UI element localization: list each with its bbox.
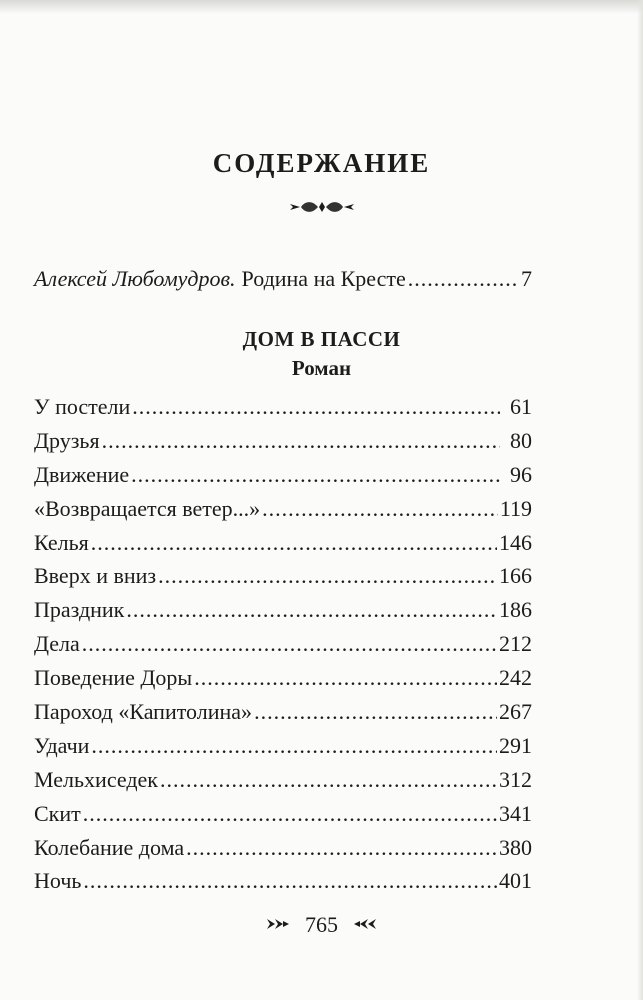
dot-leader [160,767,497,793]
dot-leader [91,530,497,556]
toc-entry[interactable] [34,428,532,462]
toc-entry-title: «Возвращается ветер...» [34,495,261,521]
toc-entry-page: 80 [510,427,532,453]
toc-entry-page: 267 [499,699,532,725]
dot-leader [82,631,497,657]
toc-entry-title: Мельхиседек [34,766,158,792]
dot-leader [254,699,497,725]
toc-entry[interactable] [34,394,532,428]
toc-entry[interactable] [34,563,532,597]
toc-entry-title: У постели [34,394,131,419]
section-title: ДОМ В ПАССИ [242,327,401,351]
fleuron-ornament-icon [0,198,643,221]
toc-entry-page: 380 [499,834,532,860]
intro-page-number: 7 [521,266,532,291]
toc-entry-title: Друзья [34,427,100,453]
dot-leader [186,835,497,861]
toc-entry-page: 291 [499,732,532,758]
toc-entry[interactable] [34,733,532,767]
fleuron-right-icon [352,912,378,938]
toc-entry[interactable] [34,767,532,801]
toc-list [34,394,532,902]
dot-leader [158,563,497,589]
dot-leader [126,597,497,623]
toc-entry-page: 341 [499,800,532,826]
toc-entry-title: Колебание дома [34,834,185,860]
intro-entry[interactable] [34,266,532,292]
page-number: 765 [305,912,338,937]
toc-entry[interactable] [34,835,532,869]
toc-entry-page: 96 [510,461,532,487]
toc-entry-page: 212 [499,631,532,657]
toc-entry-title: Скит [34,800,81,826]
toc-entry[interactable] [34,699,532,733]
page-title: СОДЕРЖАНИЕ [212,148,431,178]
toc-entry[interactable] [34,597,532,631]
dot-leader [132,394,500,420]
toc-entry[interactable] [34,665,532,699]
toc-entry-page: 61 [510,394,532,419]
toc-entry-title: Келья [34,529,89,555]
dot-leader [102,428,500,454]
toc-entry[interactable] [34,496,532,530]
dot-leader [408,266,519,292]
toc-entry-page: 242 [499,665,532,691]
toc-entry-page: 186 [499,597,532,623]
toc-entry-title: Пароход «Капитолина» [34,699,253,725]
dot-leader [194,665,497,691]
toc-entry-title: Удачи [34,732,90,758]
toc-entry-page: 166 [499,563,532,589]
toc-entry[interactable] [34,801,532,835]
toc-entry-page: 119 [499,495,532,521]
toc-entry-title: Движение [34,461,130,487]
dot-leader [262,496,498,522]
dot-leader [91,733,497,759]
fleuron-left-icon [265,912,291,938]
toc-entry-title: Дела [34,631,80,657]
toc-entry[interactable] [34,462,532,496]
dot-leader [83,868,497,894]
toc-entry-page: 146 [499,529,532,555]
toc-entry-title: Вверх и вниз [34,563,157,589]
intro-author: Алексей Любомудров. [34,266,236,291]
page-edge-shadow [0,0,643,14]
toc-entry[interactable] [34,530,532,564]
toc-entry[interactable] [34,631,532,665]
toc-entry-title: Ночь [34,868,82,894]
toc-entry-title: Праздник [34,597,125,623]
dot-leader [83,801,497,827]
intro-title: Родина на Кресте [241,266,406,291]
toc-entry-page: 312 [499,766,532,792]
toc-entry[interactable] [34,868,532,902]
page-footer [0,912,643,938]
toc-entry-page: 401 [499,868,532,894]
section-subtitle: Роман [291,356,352,380]
dot-leader [131,462,500,488]
toc-entry-title: Поведение Доры [34,665,193,691]
